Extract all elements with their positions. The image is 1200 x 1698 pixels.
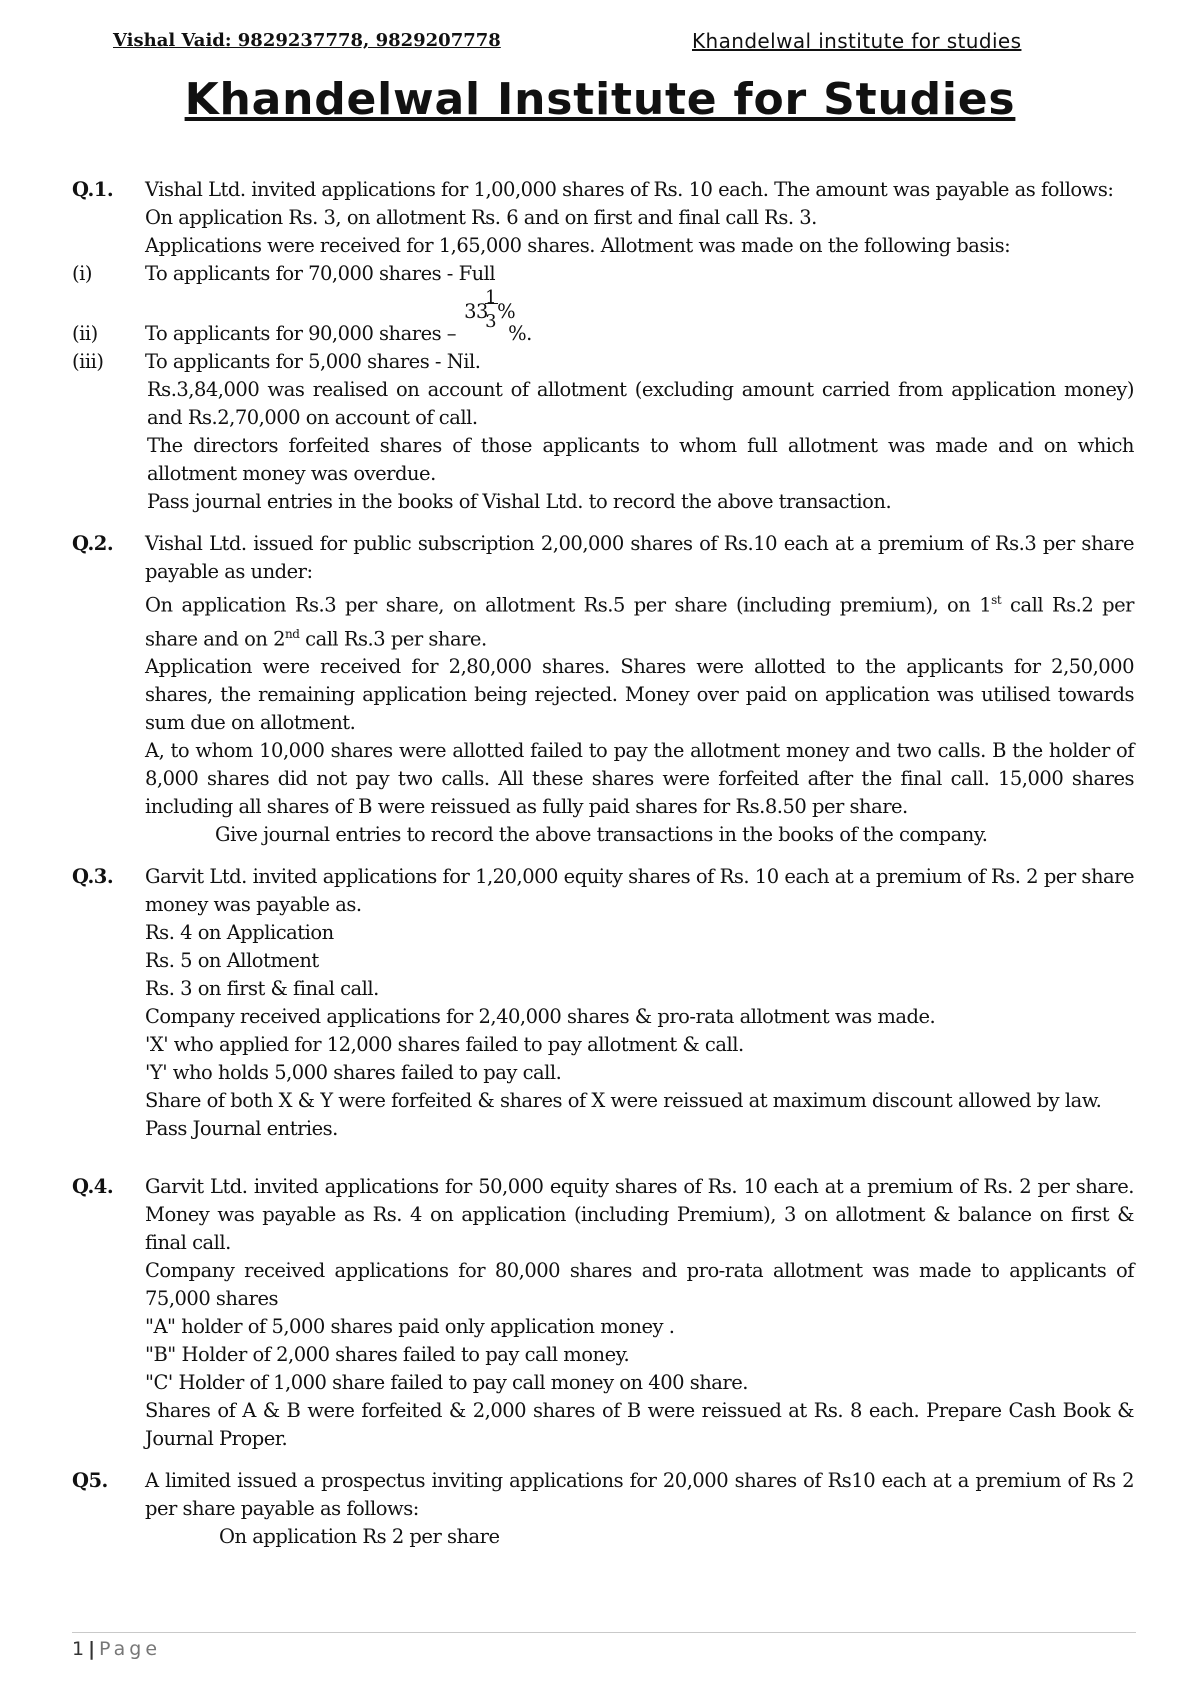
page-number: 1: [72, 1638, 85, 1660]
superscript: st: [991, 593, 1002, 607]
header-institute: Khandelwal institute for studies: [692, 29, 1022, 53]
paragraph: Vishal Ltd. invited applications for 1,00,000 shares of Rs. 10 each. The amount was payable as follows:: [145, 178, 1114, 201]
questions-content: [72, 176, 1134, 1551]
fraction-numerator: 1: [485, 287, 497, 308]
question-4: [72, 1173, 1134, 1453]
page-title: Khandelwal Institute for Studies: [184, 74, 1016, 125]
item-label: (iii): [72, 350, 104, 373]
header-contact: Vishal Vaid: 9829237778, 9829207778: [113, 30, 501, 51]
line: 'X' who applied for 12,000 shares failed to pay allotment & call.: [145, 1033, 744, 1056]
paragraph: Rs.3,84,000 was realised on account of allotment (excluding amount carried from application money) and Rs.2,70,000 on account of call.: [147, 378, 1134, 429]
paragraph: Pass Journal entries.: [145, 1117, 338, 1140]
question-label: Q.4.: [72, 1175, 114, 1198]
line: "B" Holder of 2,000 shares failed to pay call money.: [145, 1343, 630, 1366]
text-run: On application Rs.3 per share, on allotment Rs.5 per share (including premium), on 1: [145, 593, 992, 617]
question-text: [145, 176, 1134, 260]
paragraph: Application were received for 2,80,000 shares. Shares were allotted to the applicants for 2,50,000 shares, the remaining application being rejected. Money over paid on application was utilised towards sum due on allotment.: [145, 655, 1134, 734]
question-text: [145, 1467, 1134, 1551]
paragraph: A limited issued a prospectus inviting applications for 20,000 shares of Rs10 each at a premium of Rs 2 per share payable as follows:: [145, 1469, 1134, 1520]
question-label: Q.1.: [72, 178, 114, 201]
line: 'Y' who holds 5,000 shares failed to pay call.: [145, 1061, 562, 1084]
footer-separator: |: [88, 1638, 96, 1660]
item-text: To applicants for 70,000 shares - Full: [145, 262, 496, 285]
line: On application Rs 2 per share: [219, 1525, 500, 1548]
item-text: To applicants for 5,000 shares - Nil.: [145, 350, 481, 373]
fraction-whole: 33: [464, 300, 488, 323]
paragraph: Vishal Ltd. issued for public subscription 2,00,000 shares of Rs.10 each at a premium of Rs.3 per share payable as under:: [145, 532, 1134, 583]
question-label: Q5.: [72, 1469, 108, 1492]
question-text: [145, 530, 1134, 849]
line: Rs. 5 on Allotment: [145, 949, 319, 972]
paragraph: [145, 586, 1134, 653]
superscript: nd: [285, 626, 300, 641]
list-item: [72, 348, 1134, 376]
footer-divider: [72, 1632, 1136, 1633]
fraction: [456, 287, 532, 348]
paragraph: Share of both X & Y were forfeited & shares of X were reissued at maximum discount allowed by law.: [145, 1089, 1102, 1112]
line: "A" holder of 5,000 shares paid only application money .: [145, 1315, 675, 1338]
line: Company received applications for 2,40,000 shares & pro-rata allotment was made.: [145, 1005, 936, 1028]
text-run: call Rs.3 per share.: [299, 627, 487, 650]
paragraph: Shares of A & B were forfeited & 2,000 shares of B were reissued at Rs. 8 each. Prepare Cash Book & Journal Proper.: [145, 1399, 1134, 1450]
fraction-suffix: %.: [508, 322, 532, 345]
page-word: Page: [99, 1638, 162, 1660]
page-footer: [72, 1638, 161, 1660]
paragraph: The directors forfeited shares of those applicants to whom full allotment was made and on which allotment money was overdue.: [147, 434, 1134, 485]
paragraph: A, to whom 10,000 shares were allotted failed to pay the allotment money and two calls. B the holder of 8,000 shares did not pay two calls. All these shares were forfeited after the final call. 15,000 shares including all shares of B were reissued as fully paid shares for Rs.8.50 per share.: [145, 739, 1134, 818]
list-item: [72, 287, 1134, 348]
question-text: [145, 863, 1134, 1143]
fraction-percent: %: [497, 300, 516, 323]
line: Rs. 4 on Application: [145, 921, 334, 944]
paragraph: Give journal entries to record the above transactions in the books of the company.: [215, 823, 988, 846]
paragraph: On application Rs. 3, on allotment Rs. 6 and on first and final call Rs. 3.: [145, 206, 817, 229]
list-item: [72, 260, 1134, 288]
line: "C' Holder of 1,000 share failed to pay call money on 400 share.: [145, 1371, 748, 1394]
paragraph: Pass journal entries in the books of Vishal Ltd. to record the above transaction.: [147, 490, 892, 513]
paragraph: Garvit Ltd. invited applications for 1,20,000 equity shares of Rs. 10 each at a premium of Rs. 2 per share money was payable as.: [145, 865, 1134, 916]
question-text: [145, 1173, 1134, 1453]
question-1: [72, 176, 1134, 516]
question-label: Q.3.: [72, 865, 114, 888]
item-label: (ii): [72, 322, 98, 345]
question-5: [72, 1467, 1134, 1551]
paragraph: Garvit Ltd. invited applications for 50,000 equity shares of Rs. 10 each at a premium of Rs. 2 per share. Money was payable as Rs. 4 on application (including Premium), 3 on allotment & balance on first & final call.: [145, 1175, 1134, 1254]
item-label: (i): [72, 262, 92, 285]
paragraph: Applications were received for 1,65,000 shares. Allotment was made on the following basis:: [145, 234, 1011, 257]
text-run: call Rs.2 per share and on 2: [145, 593, 1134, 650]
question-label: Q.2.: [72, 532, 114, 555]
question-2: [72, 530, 1134, 849]
item-text: [145, 287, 1134, 348]
paragraph: Company received applications for 80,000 shares and pro-rata allotment was made to applicants of 75,000 shares: [145, 1259, 1134, 1310]
question-3: [72, 863, 1134, 1143]
fraction-denominator: 3: [485, 311, 497, 332]
item-text-main: To applicants for 90,000 shares –: [145, 322, 457, 345]
line: Rs. 3 on first & final call.: [145, 977, 379, 1000]
